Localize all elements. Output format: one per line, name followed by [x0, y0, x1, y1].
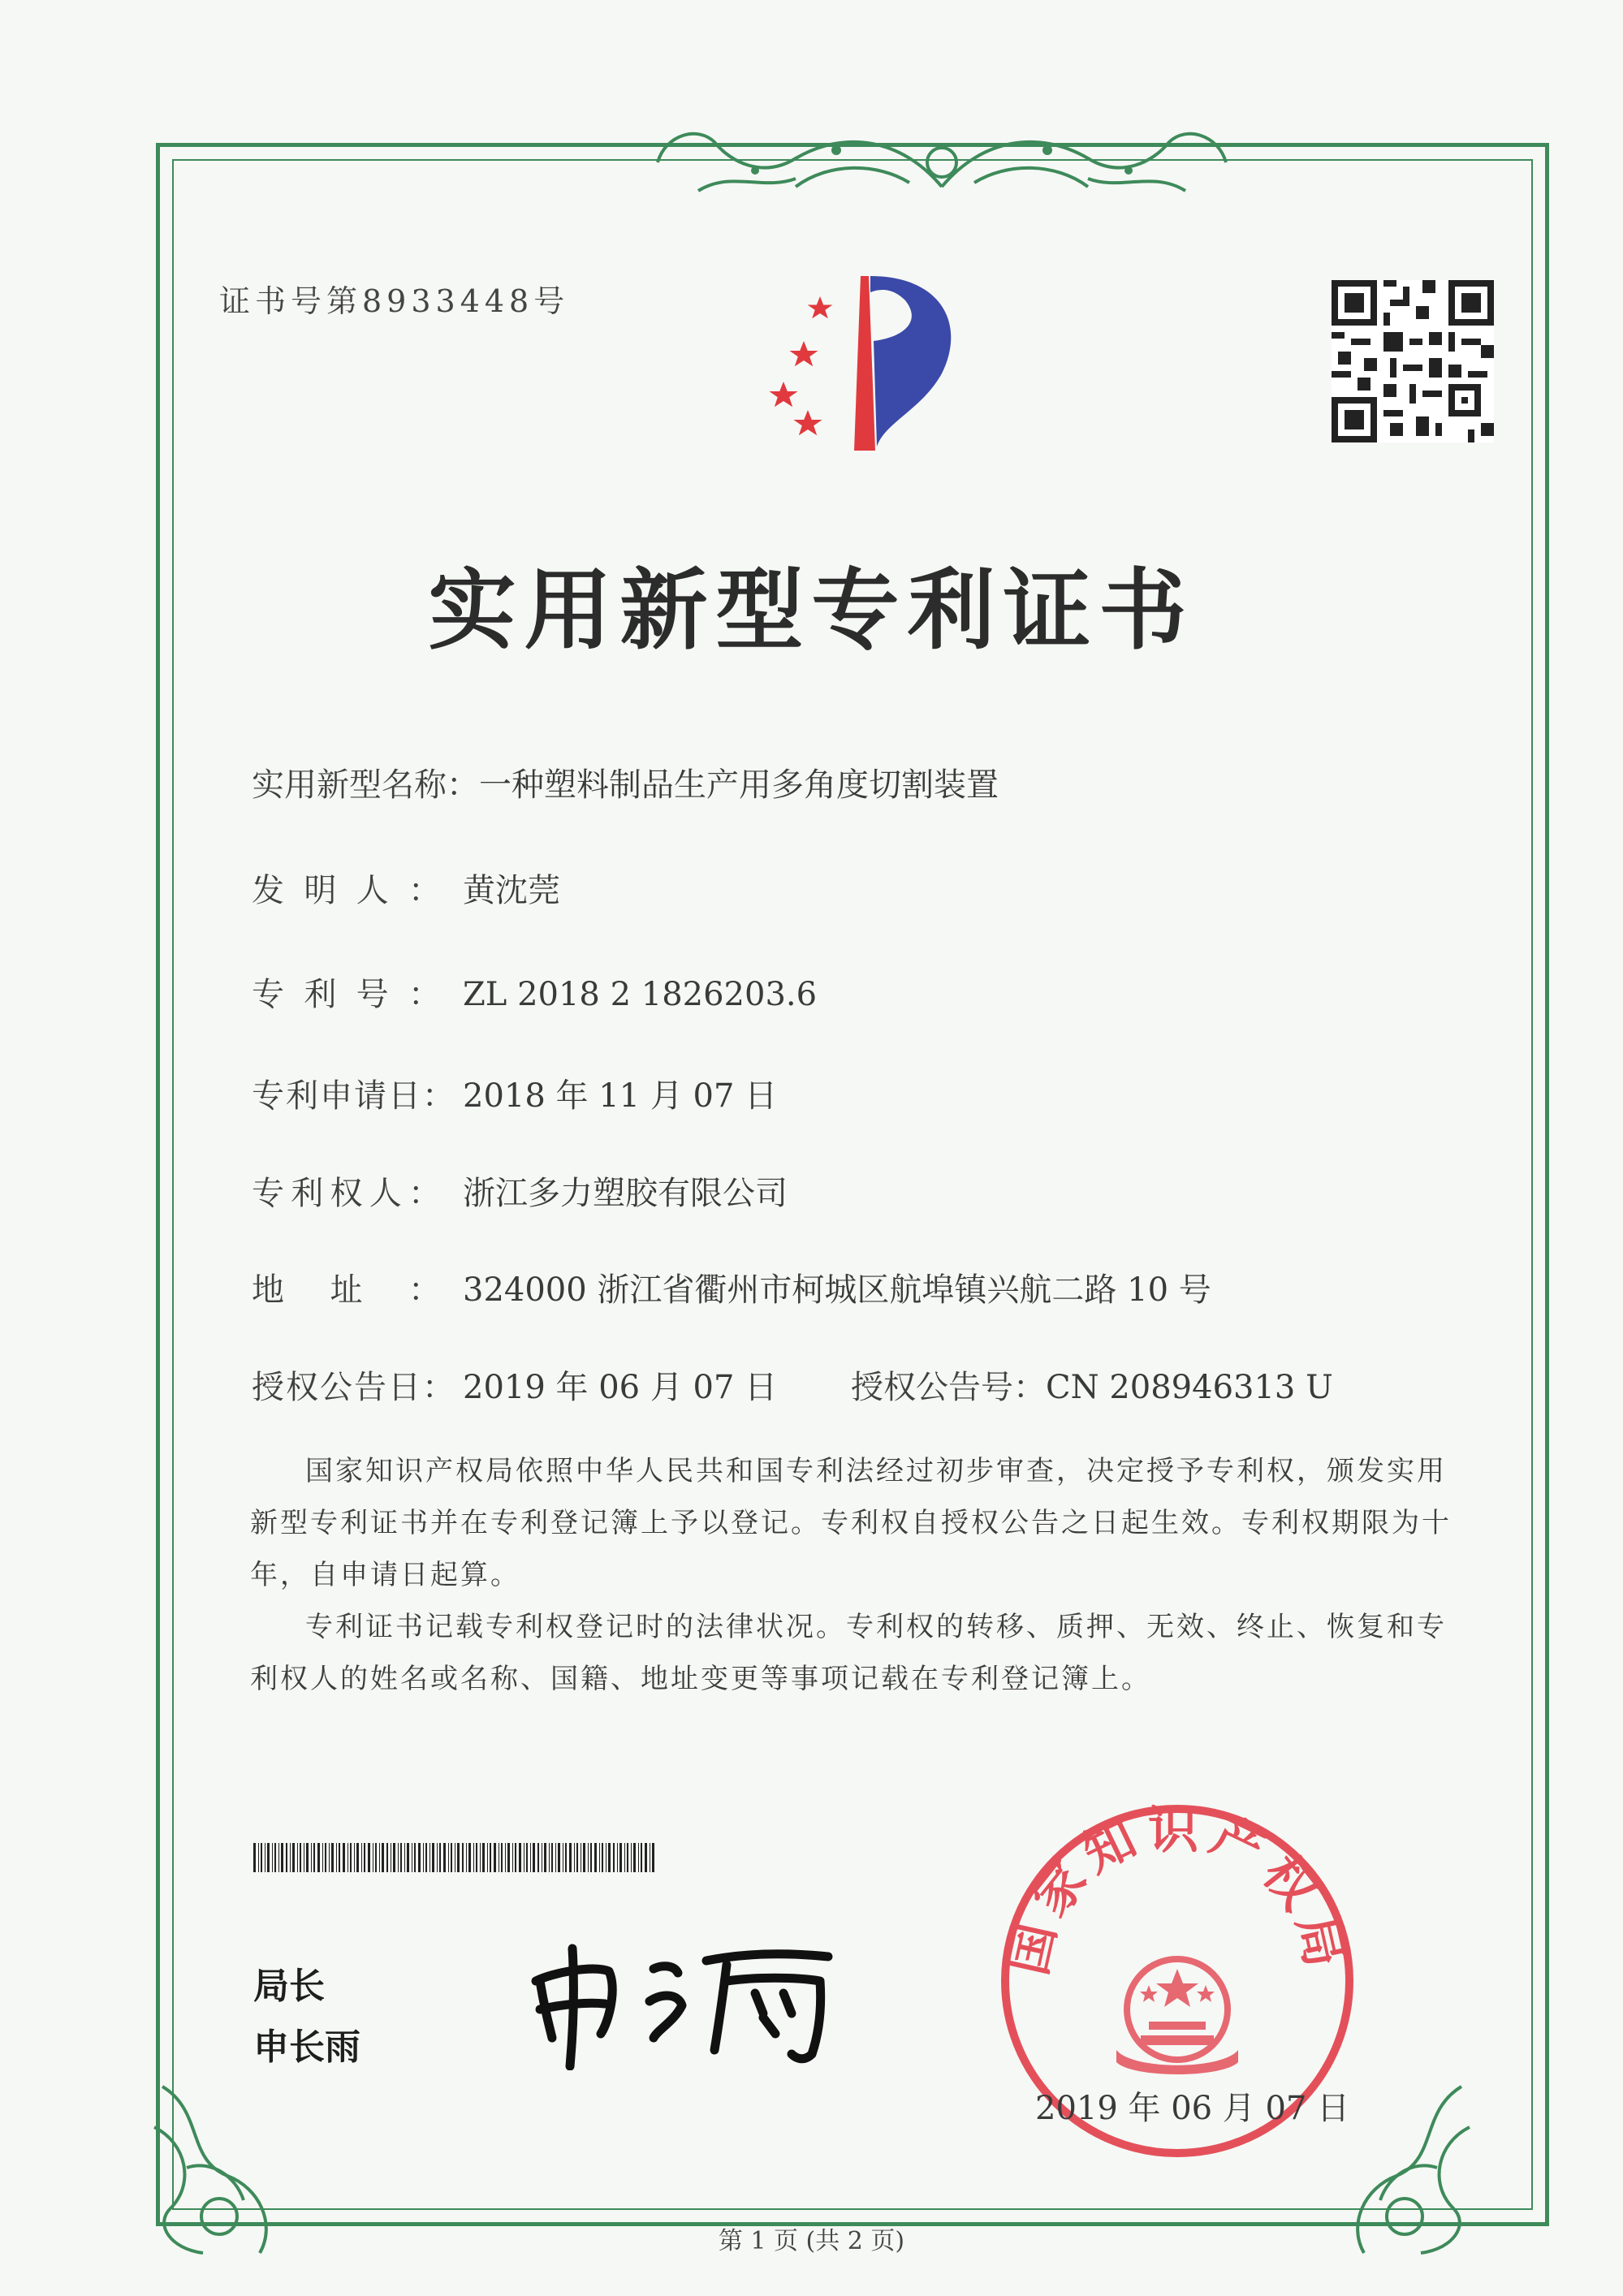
qr-code-icon — [1332, 280, 1494, 442]
patentee-label: 专利权人： — [252, 1175, 442, 1212]
utility-model-name-label: 实用新型名称： — [252, 766, 479, 804]
body-paragraph-1: 国家知识产权局依照中华人民共和国专利法经过初步审查，决定授予专利权，颁发实用新型专利证书并在专利登记簿上予以登记。专利权自授权公告之日起生效。专利权期限为十年，自申请日起算。 — [250, 1455, 1452, 1591]
grant-number-row — [851, 1362, 1333, 1408]
certificate-title: 实用新型专利证书 — [428, 559, 1195, 662]
address-row — [252, 1264, 1211, 1310]
certificate-body — [250, 1445, 1460, 1705]
grant-date-value: 2019 年 06 月 07 日 — [463, 1369, 778, 1406]
filing-date-label: 专利申请日： — [252, 1077, 456, 1115]
top-ornament-icon — [633, 114, 1250, 203]
patentee-value: 浙江多力塑胶有限公司 — [463, 1175, 788, 1212]
inventor-row — [252, 865, 560, 911]
patentee-row — [252, 1167, 788, 1214]
inventor-label: 发明人： — [252, 872, 442, 909]
inventor-value: 黄沈莞 — [463, 872, 560, 909]
seal-date: 2019 年 06 月 07 日 — [1035, 2090, 1350, 2127]
utility-model-name-value: 一种塑料制品生产用多角度切割装置 — [479, 766, 999, 804]
address-value: 324000 浙江省衢州市柯城区航埠镇兴航二路 10 号 — [463, 1271, 1211, 1309]
utility-model-name-row — [252, 759, 999, 805]
patent-office-logo-icon — [731, 260, 991, 455]
patent-number-label: 专利号： — [252, 976, 442, 1013]
body-paragraph-2: 专利证书记载专利权登记时的法律状况。专利权的转移、质押、无效、终止、恢复和专利权人的姓名或名称、国籍、地址变更等事项记载在专利登记簿上。 — [250, 1611, 1447, 1695]
grant-date-row — [252, 1362, 777, 1408]
handwritten-signature — [520, 1932, 861, 2070]
grant-date-label: 授权公告日： — [252, 1369, 456, 1406]
certificate-number: 证书号第8933448号 — [219, 283, 570, 319]
signatory-name: 申长雨 — [253, 2026, 360, 2068]
seal-text: 国家知识产权局 — [998, 1800, 1357, 1980]
barcode-icon — [253, 1843, 655, 1872]
filing-date-value: 2018 年 11 月 07 日 — [463, 1077, 778, 1115]
filing-date-row — [252, 1070, 777, 1116]
signatory-role: 局长 — [253, 1966, 325, 2007]
address-label: 地址： — [252, 1271, 442, 1309]
grant-number-label: 授权公告号： — [851, 1369, 1046, 1406]
grant-number-value: CN 208946313 U — [1046, 1369, 1333, 1406]
patent-number-value: ZL 2018 2 1826203.6 — [463, 976, 818, 1013]
svg-text:国家知识产权局 — [998, 1800, 1356, 1980]
patent-number-row — [252, 969, 817, 1015]
page-number: 第 1 页 (共 2 页) — [718, 2227, 905, 2255]
